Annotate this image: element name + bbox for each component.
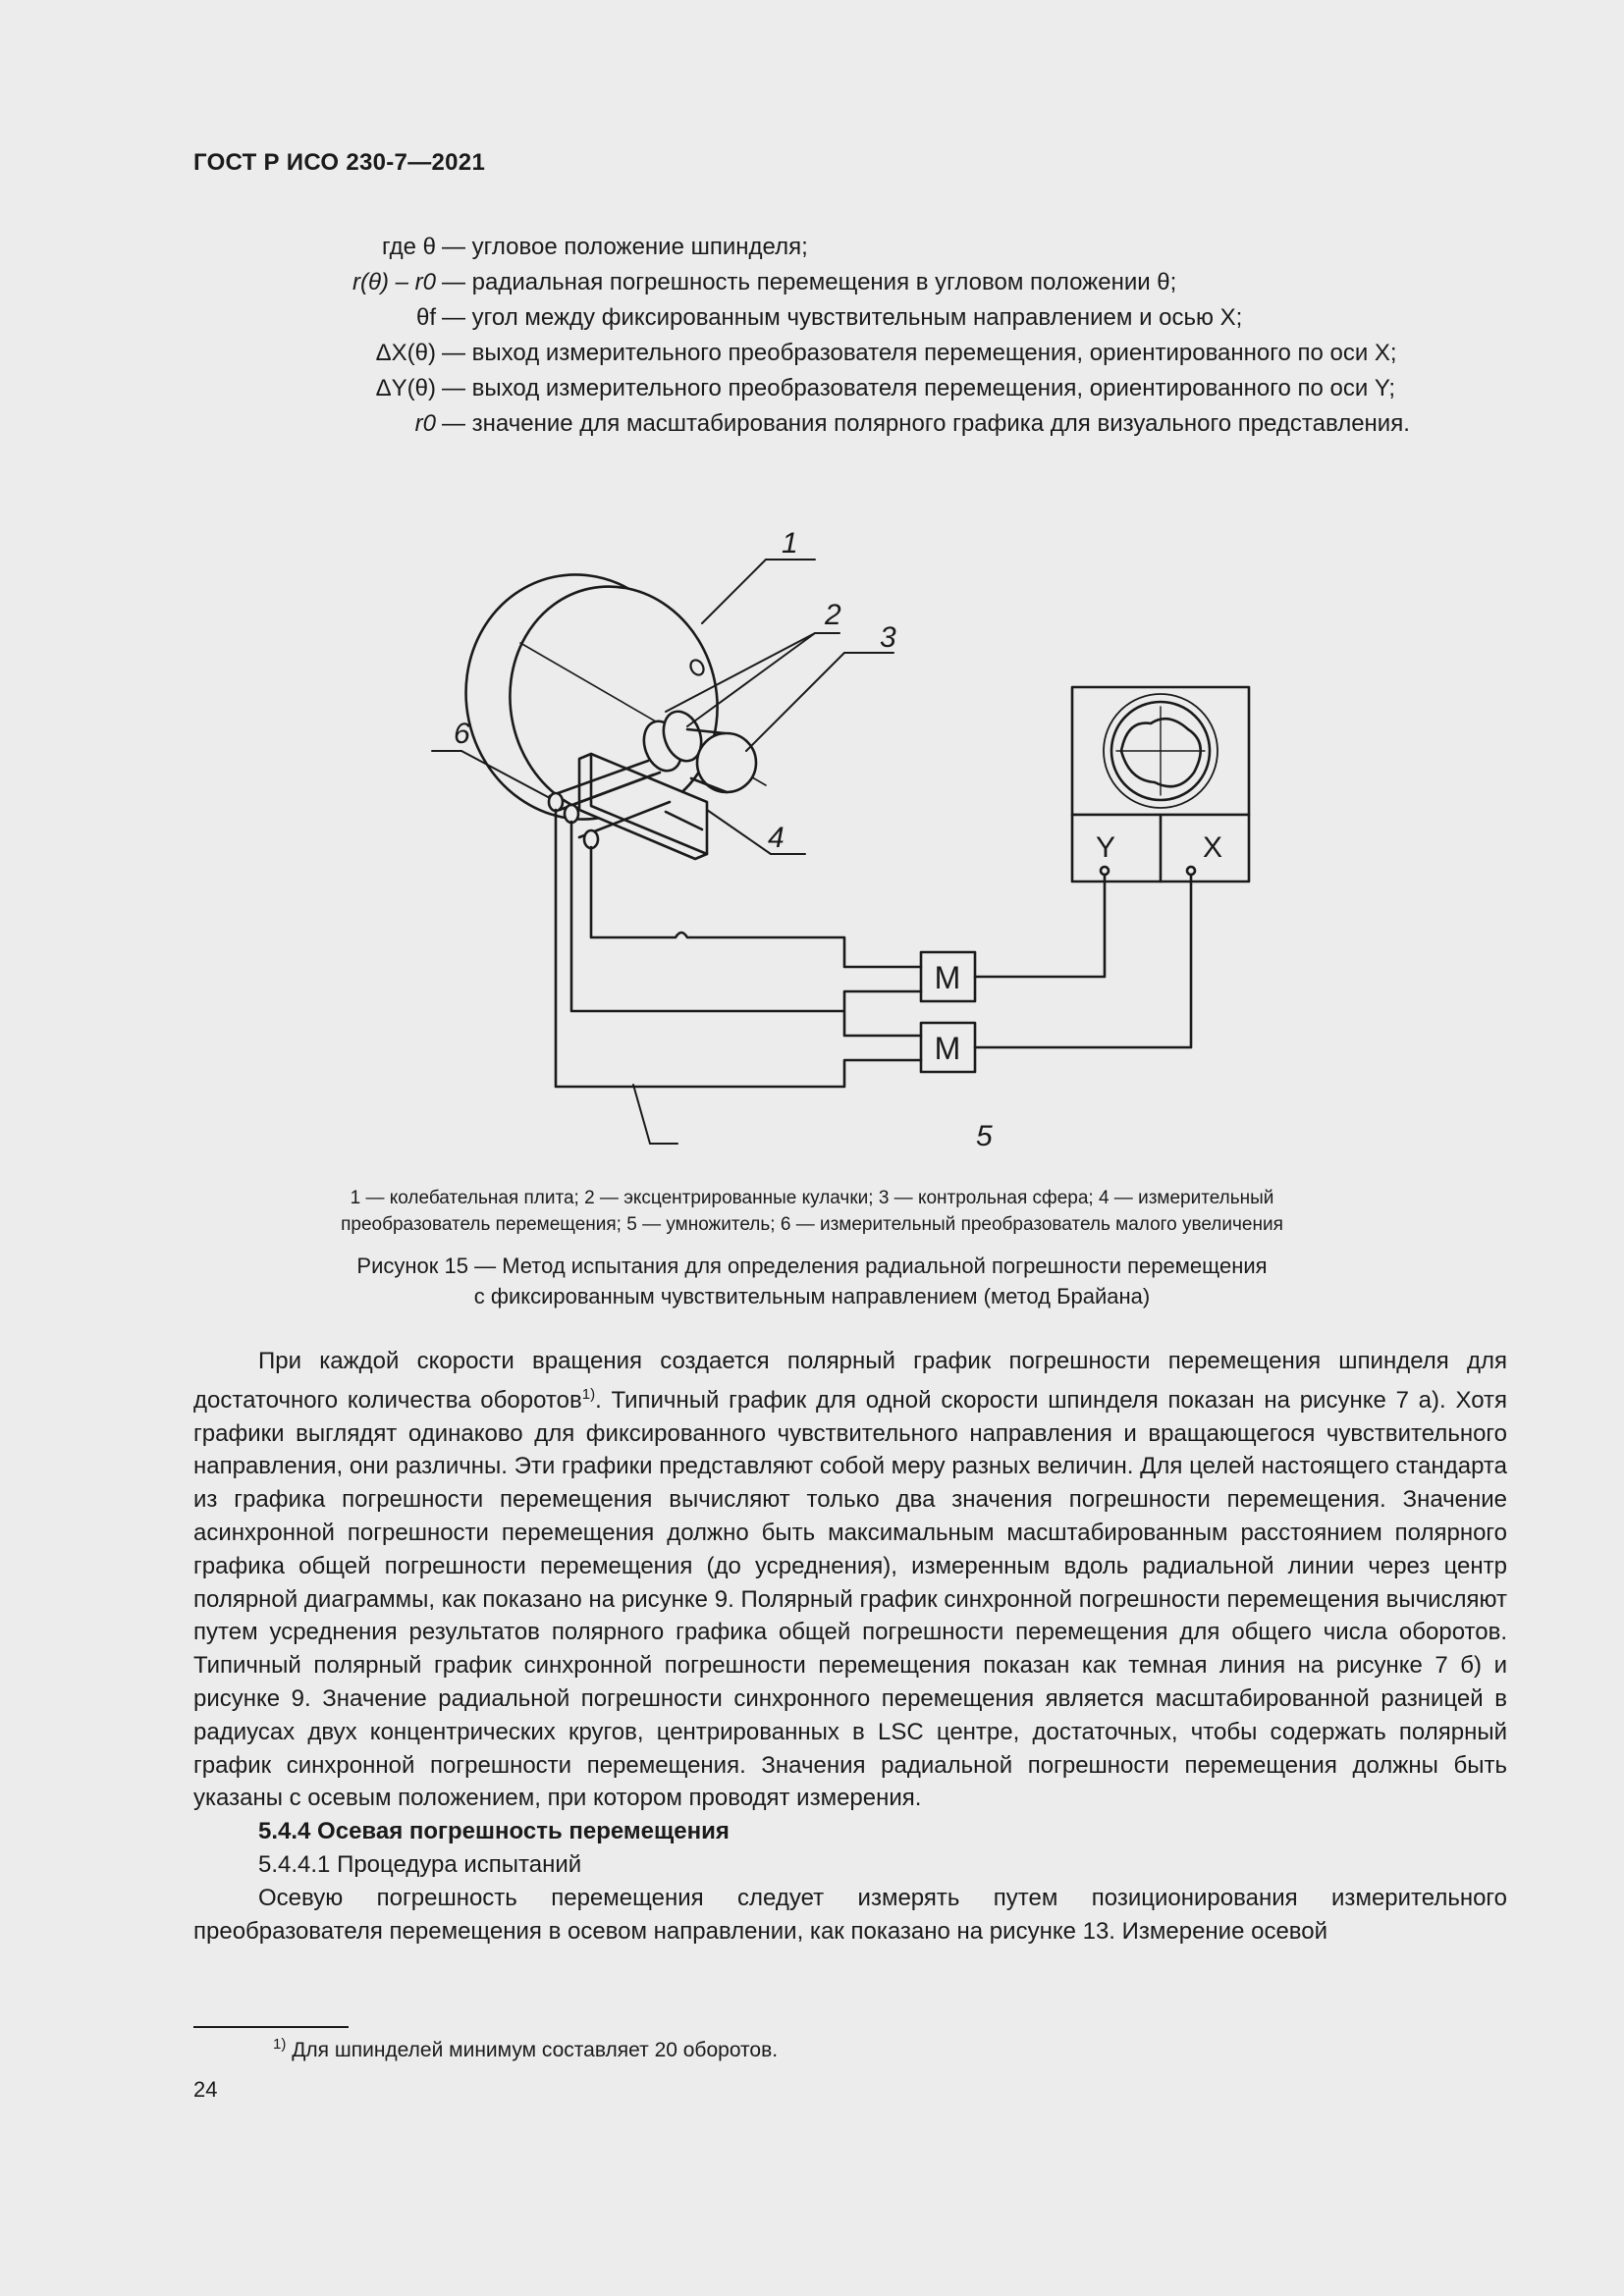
- symbol: r(θ) – r0: [352, 269, 436, 295]
- footnote-separator: [193, 2026, 349, 2028]
- spindle-assembly: [444, 554, 766, 859]
- callout-label: 4: [768, 822, 785, 854]
- callout-label: 1: [782, 527, 798, 560]
- symbol: θ: [422, 234, 436, 260]
- display-y-label: Y: [1095, 831, 1116, 864]
- callout-label: 5: [976, 1120, 993, 1152]
- subsection-heading: 5.4.4.1 Процедура испытаний: [258, 1850, 582, 1878]
- definition-row: [147, 269, 1424, 304]
- definition-row: [147, 304, 1424, 340]
- definition-text: — выход измерительного преобразователя перемещения, ориентированного по оси Y;: [442, 375, 1396, 401]
- symbol: ΔY(θ): [375, 375, 436, 401]
- callout-label: 2: [825, 599, 841, 631]
- body-text: [193, 1345, 1507, 1948]
- multiplier-label: M: [934, 1031, 961, 1066]
- definition-text: — выход измерительного преобразователя перемещения, ориентированного по оси X;: [442, 340, 1397, 366]
- definition-row: [147, 340, 1424, 375]
- display-x-label: X: [1202, 831, 1223, 864]
- symbol: θf: [415, 304, 436, 331]
- symbol: ΔX(θ): [375, 340, 436, 366]
- section-heading: 5.4.4 Осевая погрешность перемещения: [258, 1818, 730, 1845]
- figure-legend: 1 — колебательная плита; 2 — эксцентрированные кулачки; 3 — контрольная сфера; 4 — измерительный преобразователь перемещения; 5 — умножитель; 6 — измерительный преобразователь малого увеличения: [341, 1188, 1283, 1235]
- symbol-definitions: [147, 234, 1424, 446]
- definition-text: — значение для масштабирования полярного графика для визуального представления.: [442, 410, 1410, 437]
- figure-caption: Рисунок 15 — Метод испытания для определения радиальной погрешности перемещения с фиксированным чувствительным направлением (метод Брайана): [356, 1254, 1268, 1308]
- footnote-reference: 1): [581, 1385, 596, 1403]
- definition-text: — угол между фиксированным чувствительным направлением и осью X;: [442, 304, 1243, 331]
- symbol: r0: [414, 410, 436, 437]
- paragraph: Осевую погрешность перемещения следует измерять путем позиционирования измерительного преобразователя перемещения в осевом направлении, как показано на рисунке 13. Измерение осевой: [193, 1884, 1507, 1945]
- multiplier-label: M: [934, 960, 961, 995]
- callout-label: 6: [454, 718, 470, 750]
- document-header: ГОСТ Р ИСО 230-7—2021: [193, 149, 486, 176]
- callout-label: 3: [880, 621, 896, 654]
- definition-row: [147, 410, 1424, 446]
- footnote: $^{1)}$ Для шпинделей минимум составляет 20 оборотов.: [273, 2036, 779, 2061]
- page-number: 24: [193, 2077, 218, 2102]
- paragraph: При каждой скорости вращения создается полярный график погрешности перемещения шпинделя для достаточного количества оборотов$^{1)}$. Типичный график для одной скорости шпинделя показан на рисунке 7 а). Хотя графики выглядят одинаково для фиксированного чувствительного направления и вращающегося чувствительного направления, они различны. Эти графики представляют собой меру разных величин. Для целей настоящего стандарта из графика погрешности перемещения вычисляют только два значения погрешности перемещения. Значение асинхронной погрешности перемещения должно быть максимальным масштабированным расстоянием полярного графика общей погрешности перемещения (до усреднения), измеренным вдоль радиальной линии через центр полярной диаграммы, как показано на рисунке 9. Полярный график синхронной погрешности перемещения вычисляют путем усреднения результатов полярного графика общей погрешности перемещения для общего числа оборотов. Типичный полярный график синхронной погрешности перемещения показан как темная линия на рисунке 7 б) и рисунке 9. Значение радиальной погрешности синхронного перемещения является масштабированной разницей в радиусах двух концентрических кругов, центрированных в LSC центре, достаточных, чтобы содержать полярный график синхронной погрешности перемещения. Значения радиальной погрешности перемещения должны быть указаны с осевым положением, при котором проводят измерения.: [193, 1348, 1508, 1812]
- figure-15-diagram: [412, 515, 1276, 1163]
- definition-row: где θ — угловое положение шпинделя;: [381, 234, 808, 260]
- definition-text: — угловое положение шпинделя;: [442, 234, 808, 260]
- definition-row: [147, 375, 1424, 410]
- definition-text: — радиальная погрешность перемещения в угловом положении θ;: [442, 269, 1177, 295]
